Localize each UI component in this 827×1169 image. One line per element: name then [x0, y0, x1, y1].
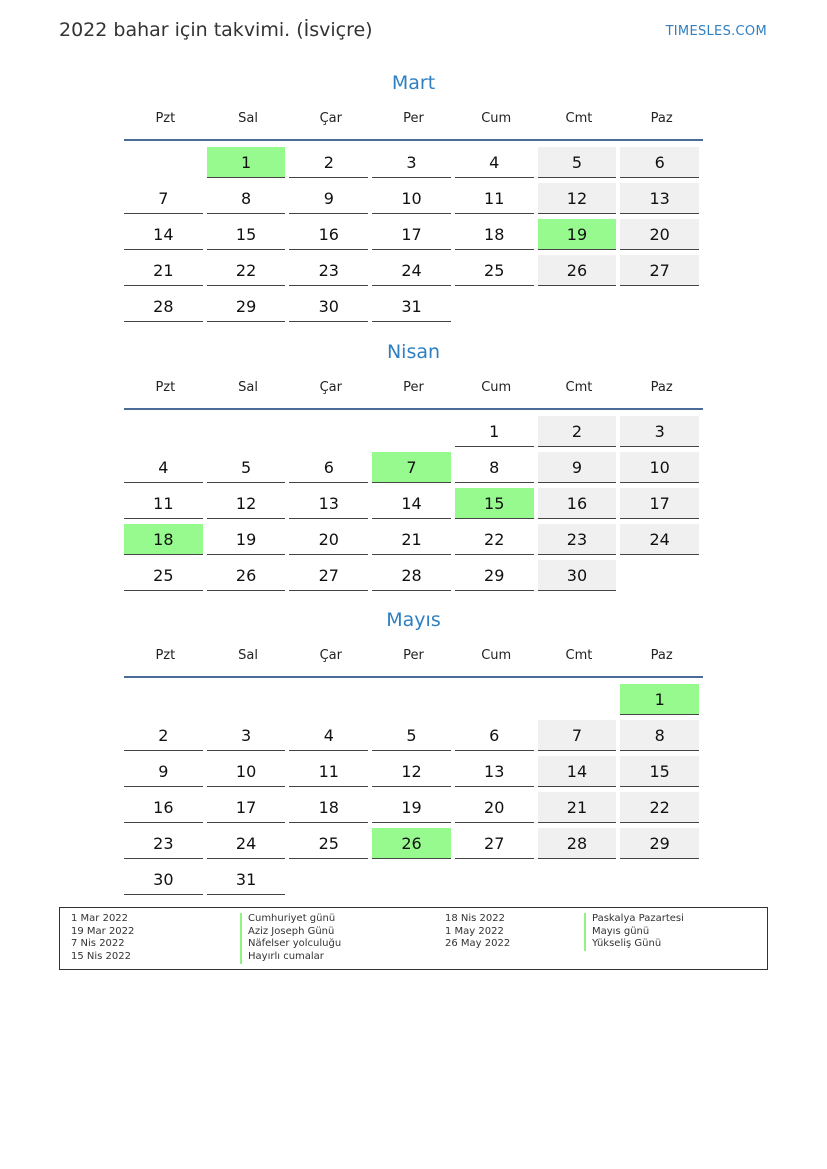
empty-day [620, 291, 699, 321]
day-number: 28 [538, 828, 617, 859]
day-cell [124, 791, 207, 827]
empty-day-cell [289, 863, 372, 899]
weekend-day-cell [538, 791, 621, 827]
day-cell [372, 791, 455, 827]
day-cell [289, 218, 372, 254]
weekday-header [124, 376, 703, 400]
day-cell [289, 559, 372, 595]
day-number: 12 [372, 756, 451, 787]
day-number: 30 [289, 291, 368, 322]
day-cell [455, 827, 538, 863]
weekday-label: Cum [481, 380, 512, 395]
day-cell [289, 146, 372, 182]
empty-day [455, 684, 534, 714]
day-cell [124, 863, 207, 899]
empty-day [124, 416, 203, 446]
day-number: 17 [207, 792, 286, 823]
day-number: 26 [207, 560, 286, 591]
weekday-label: Pzt [155, 111, 176, 126]
day-cell [372, 523, 455, 559]
day-number: 1 [620, 684, 699, 715]
weekday-label: Per [403, 648, 424, 663]
legend-holiday-name: Mayıs günü [584, 926, 684, 939]
legend-holiday-name: Cumhuriyet günü [240, 913, 341, 926]
weekend-day-cell [620, 254, 703, 290]
day-number: 26 [372, 828, 451, 859]
day-number: 12 [207, 488, 286, 519]
legend-date: 26 May 2022 [445, 938, 511, 950]
empty-day-cell [124, 146, 207, 182]
weekday-label: Sal [238, 111, 258, 126]
empty-day-cell [538, 683, 621, 719]
weekend-day-cell [620, 487, 703, 523]
day-number: 28 [372, 560, 451, 591]
day-number: 6 [289, 452, 368, 483]
week-row [124, 415, 703, 451]
weeks-grid [124, 683, 703, 899]
day-number: 29 [207, 291, 286, 322]
page-title: 2022 bahar için takvimi. (İsviçre) [59, 19, 373, 41]
day-number: 18 [124, 524, 203, 555]
day-cell [372, 182, 455, 218]
day-number: 27 [455, 828, 534, 859]
day-cell [372, 290, 455, 326]
day-cell [455, 415, 538, 451]
month-calendar-april [124, 338, 703, 595]
empty-day [124, 147, 203, 177]
day-cell [207, 218, 290, 254]
day-number: 11 [124, 488, 203, 519]
empty-day-cell [289, 415, 372, 451]
day-number: 15 [207, 219, 286, 250]
empty-day-cell [620, 559, 703, 595]
weekend-day-cell [620, 218, 703, 254]
empty-day [124, 684, 203, 714]
holiday-day-cell [124, 523, 207, 559]
day-number: 9 [538, 452, 617, 483]
day-number: 14 [372, 488, 451, 519]
day-number: 5 [372, 720, 451, 751]
week-row [124, 827, 703, 863]
day-number: 20 [620, 219, 699, 250]
day-cell [455, 146, 538, 182]
day-cell [124, 719, 207, 755]
weekend-day-cell [538, 451, 621, 487]
legend-dates-right [445, 913, 510, 951]
week-row [124, 451, 703, 487]
day-number: 25 [455, 255, 534, 286]
day-number: 25 [289, 828, 368, 859]
day-cell [207, 487, 290, 523]
holiday-day-cell [207, 146, 290, 182]
day-number: 7 [124, 183, 203, 214]
day-number: 22 [620, 792, 699, 823]
day-number: 11 [289, 756, 368, 787]
weekend-day-cell [620, 523, 703, 559]
weekday-label: Çar [319, 380, 342, 395]
day-number: 16 [538, 488, 617, 519]
legend-date: 1 May 2022 [445, 925, 504, 937]
day-cell [289, 827, 372, 863]
holiday-day-cell [538, 218, 621, 254]
day-cell [124, 451, 207, 487]
day-number: 25 [124, 560, 203, 591]
day-number: 13 [289, 488, 368, 519]
day-number: 22 [455, 524, 534, 555]
empty-day [538, 684, 617, 714]
day-number: 19 [207, 524, 286, 555]
day-number: 23 [124, 828, 203, 859]
weekend-day-cell [620, 146, 703, 182]
day-number: 9 [124, 756, 203, 787]
weeks-grid [124, 415, 703, 595]
day-number: 29 [455, 560, 534, 591]
day-cell [372, 755, 455, 791]
legend-holiday-name: Paskalya Pazartesi [584, 913, 684, 926]
day-number: 21 [124, 255, 203, 286]
day-number: 4 [455, 147, 534, 178]
day-cell [207, 827, 290, 863]
weekday-label: Cmt [565, 111, 593, 126]
day-cell [124, 254, 207, 290]
day-number: 24 [207, 828, 286, 859]
weekend-day-cell [620, 827, 703, 863]
day-cell [124, 827, 207, 863]
day-number: 10 [620, 452, 699, 483]
day-number: 17 [620, 488, 699, 519]
weekend-day-cell [620, 182, 703, 218]
empty-day-cell [207, 415, 290, 451]
holiday-day-cell [372, 827, 455, 863]
day-cell [124, 559, 207, 595]
empty-day-cell [620, 863, 703, 899]
day-number: 24 [372, 255, 451, 286]
month-title: Mart [391, 72, 436, 94]
day-cell [207, 755, 290, 791]
legend-date: 15 Nis 2022 [71, 951, 131, 963]
weekday-label: Paz [650, 380, 673, 395]
header-divider [124, 408, 703, 410]
month-calendar-march [124, 69, 703, 326]
weekend-day-cell [538, 719, 621, 755]
empty-day [207, 684, 286, 714]
week-row [124, 863, 703, 899]
week-row [124, 487, 703, 523]
header-divider [124, 139, 703, 141]
holiday-day-cell [372, 451, 455, 487]
empty-day [289, 416, 368, 446]
day-number: 18 [289, 792, 368, 823]
empty-day-cell [455, 290, 538, 326]
week-row [124, 791, 703, 827]
legend-names-left [240, 913, 341, 964]
empty-day [207, 416, 286, 446]
weekday-label: Pzt [155, 648, 176, 663]
month-calendar-may [124, 606, 703, 899]
holiday-day-cell [620, 683, 703, 719]
day-cell [207, 863, 290, 899]
day-cell [207, 451, 290, 487]
weekend-day-cell [620, 755, 703, 791]
day-cell [372, 218, 455, 254]
weekend-day-cell [538, 827, 621, 863]
day-number: 31 [207, 864, 286, 895]
weekend-day-cell [538, 415, 621, 451]
weekend-day-cell [538, 523, 621, 559]
legend-names-right [584, 913, 684, 951]
day-number: 13 [455, 756, 534, 787]
day-cell [289, 719, 372, 755]
day-number: 29 [620, 828, 699, 859]
day-number: 27 [289, 560, 368, 591]
empty-day [538, 864, 617, 894]
day-cell [289, 523, 372, 559]
empty-day-cell [538, 863, 621, 899]
weekday-label: Paz [650, 111, 673, 126]
month-title: Mayıs [386, 609, 441, 631]
day-cell [455, 182, 538, 218]
day-number: 4 [124, 452, 203, 483]
day-number: 7 [372, 452, 451, 483]
day-number: 19 [538, 219, 617, 250]
day-number: 21 [372, 524, 451, 555]
weekday-label: Pzt [155, 380, 176, 395]
empty-day [372, 416, 451, 446]
day-number: 16 [289, 219, 368, 250]
empty-day-cell [620, 290, 703, 326]
empty-day [372, 864, 451, 894]
day-number: 2 [289, 147, 368, 178]
weekend-day-cell [538, 254, 621, 290]
day-cell [289, 791, 372, 827]
weekday-label: Per [403, 111, 424, 126]
day-cell [207, 290, 290, 326]
week-row [124, 523, 703, 559]
weekday-label: Cum [481, 111, 512, 126]
day-number: 8 [455, 452, 534, 483]
day-number: 14 [538, 756, 617, 787]
day-cell [124, 755, 207, 791]
empty-day [372, 684, 451, 714]
day-cell [455, 451, 538, 487]
empty-day-cell [455, 683, 538, 719]
weekday-label: Cmt [565, 648, 593, 663]
legend-holiday-name: Yükseliş Günü [584, 938, 684, 951]
day-cell [207, 523, 290, 559]
day-cell [289, 451, 372, 487]
day-number: 26 [538, 255, 617, 286]
empty-day-cell [538, 290, 621, 326]
day-cell [455, 254, 538, 290]
week-row [124, 146, 703, 182]
day-number: 7 [538, 720, 617, 751]
holiday-day-cell [455, 487, 538, 523]
day-cell [207, 182, 290, 218]
day-cell [124, 487, 207, 523]
day-cell [289, 182, 372, 218]
day-number: 12 [538, 183, 617, 214]
legend-date: 7 Nis 2022 [71, 938, 125, 950]
legend-date: 18 Nis 2022 [445, 913, 505, 924]
day-number: 28 [124, 291, 203, 322]
empty-day [620, 560, 699, 590]
day-cell [289, 487, 372, 523]
day-number: 15 [620, 756, 699, 787]
empty-day [289, 684, 368, 714]
day-number: 20 [289, 524, 368, 555]
day-number: 22 [207, 255, 286, 286]
week-row [124, 683, 703, 719]
week-row [124, 254, 703, 290]
week-row [124, 719, 703, 755]
week-row [124, 290, 703, 326]
weekend-day-cell [538, 755, 621, 791]
weekend-day-cell [620, 451, 703, 487]
weekday-label: Paz [650, 648, 673, 663]
day-cell [207, 791, 290, 827]
day-number: 30 [124, 864, 203, 895]
empty-day [455, 864, 534, 894]
day-cell [372, 559, 455, 595]
day-number: 8 [207, 183, 286, 214]
empty-day [455, 291, 534, 321]
legend-date: 1 Mar 2022 [71, 913, 129, 924]
weekend-day-cell [620, 719, 703, 755]
empty-day [538, 291, 617, 321]
day-number: 31 [372, 291, 451, 322]
weeks-grid [124, 146, 703, 326]
day-cell [289, 254, 372, 290]
day-number: 19 [372, 792, 451, 823]
empty-day-cell [124, 683, 207, 719]
weekday-label: Sal [238, 380, 258, 395]
empty-day-cell [207, 683, 290, 719]
legend-holiday-name: Näfelser yolculuğu [240, 938, 341, 951]
day-number: 24 [620, 524, 699, 555]
day-number: 15 [455, 488, 534, 519]
empty-day [620, 864, 699, 894]
day-number: 10 [207, 756, 286, 787]
week-row [124, 755, 703, 791]
empty-day-cell [372, 863, 455, 899]
day-number: 23 [289, 255, 368, 286]
day-number: 2 [124, 720, 203, 751]
empty-day-cell [372, 683, 455, 719]
holiday-legend [59, 907, 768, 970]
day-number: 20 [455, 792, 534, 823]
weekend-day-cell [620, 415, 703, 451]
day-cell [124, 290, 207, 326]
day-number: 30 [538, 560, 617, 591]
weekday-label: Çar [319, 648, 342, 663]
day-number: 17 [372, 219, 451, 250]
day-cell [207, 559, 290, 595]
day-cell [124, 218, 207, 254]
weekend-day-cell [538, 559, 621, 595]
day-cell [289, 290, 372, 326]
empty-day-cell [124, 415, 207, 451]
day-cell [455, 523, 538, 559]
header-divider [124, 676, 703, 678]
day-number: 11 [455, 183, 534, 214]
empty-day-cell [372, 415, 455, 451]
site-link[interactable]: TIMESLES.COM [665, 24, 767, 39]
legend-holiday-name: Aziz Joseph Günü [240, 926, 341, 939]
legend-date: 19 Mar 2022 [71, 925, 135, 937]
day-number: 18 [455, 219, 534, 250]
day-number: 14 [124, 219, 203, 250]
day-number: 23 [538, 524, 617, 555]
weekday-label: Çar [319, 111, 342, 126]
day-number: 16 [124, 792, 203, 823]
weekday-label: Sal [238, 648, 258, 663]
day-cell [372, 487, 455, 523]
legend-holiday-name: Hayırlı cumalar [240, 951, 341, 964]
day-number: 2 [538, 416, 617, 447]
legend-dates-left [71, 913, 134, 964]
week-row [124, 218, 703, 254]
day-number: 27 [620, 255, 699, 286]
day-number: 13 [620, 183, 699, 214]
day-cell [455, 559, 538, 595]
day-cell [455, 791, 538, 827]
day-cell [207, 719, 290, 755]
day-number: 6 [620, 147, 699, 178]
day-number: 10 [372, 183, 451, 214]
month-title: Nisan [386, 341, 441, 363]
weekday-label: Cmt [565, 380, 593, 395]
day-number: 6 [455, 720, 534, 751]
day-number: 4 [289, 720, 368, 751]
day-cell [372, 719, 455, 755]
day-number: 3 [620, 416, 699, 447]
day-number: 5 [207, 452, 286, 483]
weekend-day-cell [538, 487, 621, 523]
day-cell [455, 218, 538, 254]
day-cell [455, 755, 538, 791]
day-number: 3 [372, 147, 451, 178]
weekday-header [124, 107, 703, 131]
day-number: 1 [207, 147, 286, 178]
weekday-label: Cum [481, 648, 512, 663]
empty-day-cell [289, 683, 372, 719]
day-cell [124, 182, 207, 218]
week-row [124, 559, 703, 595]
weekend-day-cell [620, 791, 703, 827]
weekend-day-cell [538, 182, 621, 218]
weekday-label: Per [403, 380, 424, 395]
day-number: 8 [620, 720, 699, 751]
weekend-day-cell [538, 146, 621, 182]
day-number: 21 [538, 792, 617, 823]
week-row [124, 182, 703, 218]
day-number: 3 [207, 720, 286, 751]
day-cell [455, 719, 538, 755]
day-cell [372, 254, 455, 290]
empty-day [289, 864, 368, 894]
day-number: 1 [455, 416, 534, 447]
empty-day-cell [455, 863, 538, 899]
weekday-header [124, 644, 703, 668]
day-number: 9 [289, 183, 368, 214]
day-number: 5 [538, 147, 617, 178]
day-cell [372, 146, 455, 182]
day-cell [289, 755, 372, 791]
day-cell [207, 254, 290, 290]
